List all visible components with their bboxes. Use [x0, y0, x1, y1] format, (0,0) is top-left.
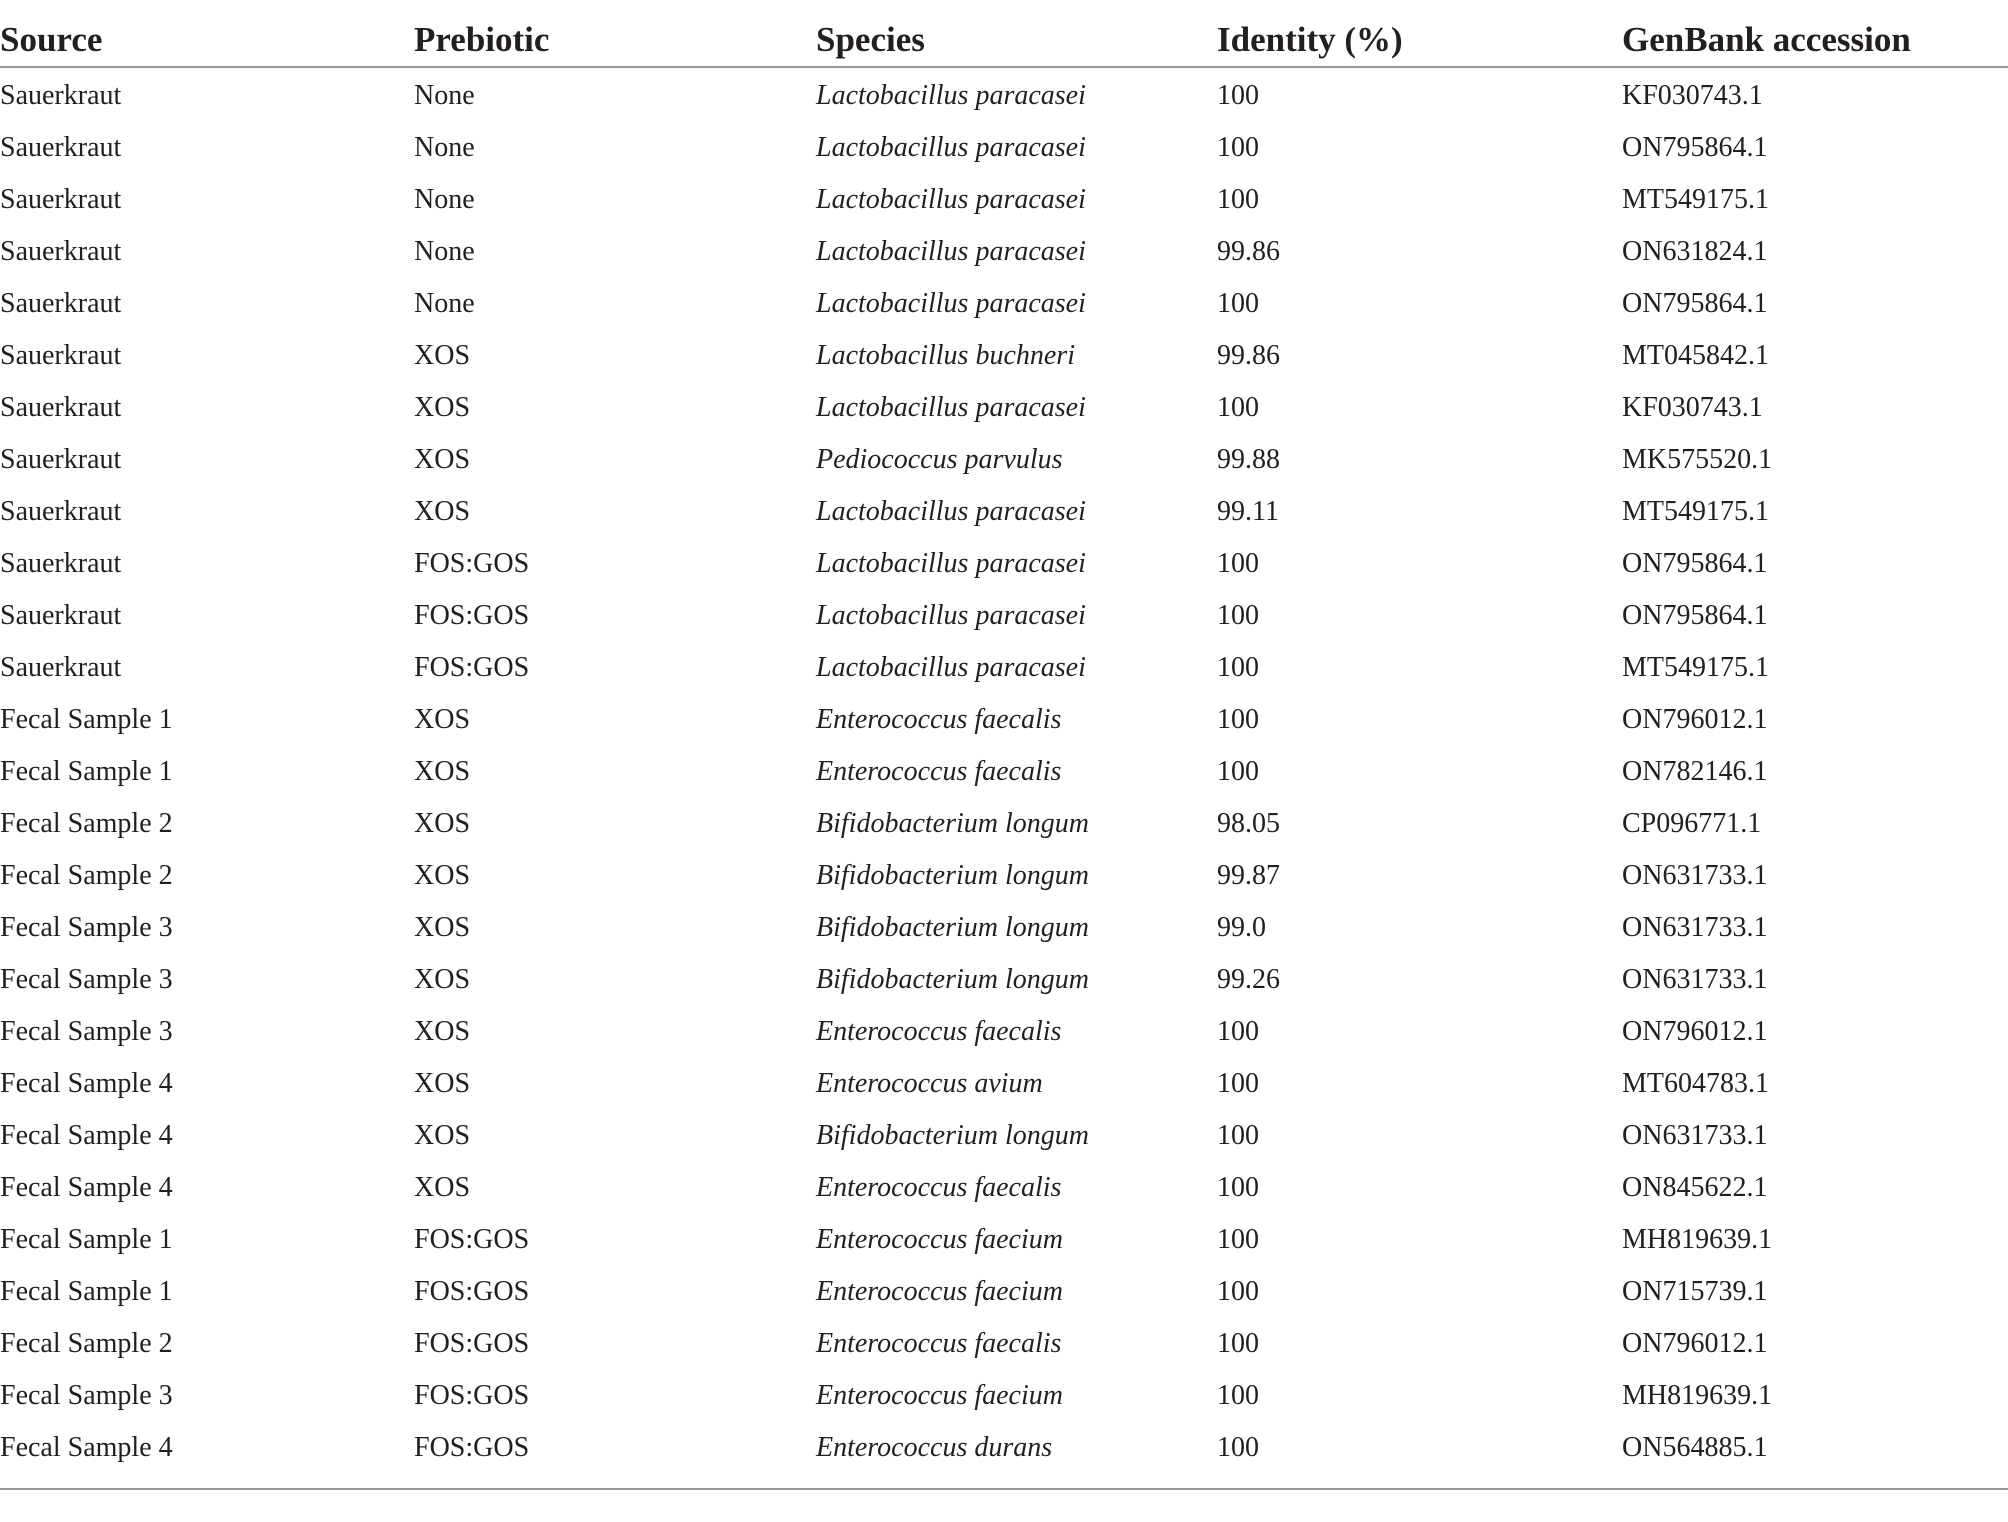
cell-identity: 100 [1217, 1172, 1259, 1203]
table-body [0, 67, 2008, 1474]
cell-genbank-accession: KF030743.1 [1622, 80, 1763, 111]
cell-species: Bifidobacterium longum [816, 912, 1089, 943]
cell-genbank-accession: MK575520.1 [1622, 444, 1773, 475]
table-header [0, 14, 2008, 67]
cell-species: Enterococcus faecalis [816, 756, 1062, 787]
cell-source: Fecal Sample 2 [0, 808, 173, 839]
table-row [0, 278, 2008, 330]
cell-identity: 100 [1217, 756, 1259, 787]
table-row [0, 642, 2008, 694]
cell-species: Lactobacillus paracasei [816, 80, 1086, 111]
cell-genbank-accession: ON564885.1 [1622, 1432, 1768, 1463]
table-row [0, 382, 2008, 434]
table-row [0, 1214, 2008, 1266]
cell-source: Fecal Sample 1 [0, 704, 173, 735]
cell-identity: 98.05 [1217, 808, 1280, 839]
cell-source: Sauerkraut [0, 288, 122, 319]
cell-prebiotic: XOS [414, 1068, 471, 1099]
cell-source: Fecal Sample 3 [0, 912, 173, 943]
cell-prebiotic: XOS [414, 756, 471, 787]
cell-prebiotic: FOS:GOS [414, 1432, 530, 1463]
cell-genbank-accession: CP096771.1 [1622, 808, 1762, 839]
cell-identity: 100 [1217, 184, 1259, 215]
table-row [0, 1058, 2008, 1110]
isolates-table [0, 14, 2008, 1474]
cell-genbank-accession: ON631824.1 [1622, 236, 1768, 267]
cell-prebiotic: FOS:GOS [414, 600, 530, 631]
cell-source: Sauerkraut [0, 392, 122, 423]
cell-source: Sauerkraut [0, 184, 122, 215]
cell-prebiotic: FOS:GOS [414, 548, 530, 579]
cell-species: Bifidobacterium longum [816, 808, 1089, 839]
cell-species: Lactobacillus paracasei [816, 392, 1086, 423]
cell-source: Fecal Sample 4 [0, 1068, 173, 1099]
cell-identity: 99.26 [1217, 964, 1280, 995]
cell-prebiotic: XOS [414, 704, 471, 735]
table-row [0, 902, 2008, 954]
table-row [0, 330, 2008, 382]
cell-prebiotic: None [414, 288, 475, 319]
cell-prebiotic: None [414, 132, 475, 163]
cell-identity: 100 [1217, 548, 1259, 579]
table-row [0, 1370, 2008, 1422]
table-row [0, 798, 2008, 850]
cell-species: Pediococcus parvulus [816, 444, 1063, 475]
cell-source: Fecal Sample 4 [0, 1172, 173, 1203]
cell-genbank-accession: MT549175.1 [1622, 496, 1769, 527]
cell-source: Fecal Sample 1 [0, 756, 173, 787]
cell-identity: 99.88 [1217, 444, 1280, 475]
cell-genbank-accession: ON795864.1 [1622, 288, 1768, 319]
cell-source: Sauerkraut [0, 652, 122, 683]
cell-genbank-accession: ON796012.1 [1622, 704, 1768, 735]
cell-source: Sauerkraut [0, 132, 122, 163]
header-prebiotic: Prebiotic [414, 14, 816, 67]
cell-species: Enterococcus durans [816, 1432, 1053, 1463]
cell-genbank-accession: ON796012.1 [1622, 1328, 1768, 1359]
cell-species: Lactobacillus paracasei [816, 496, 1086, 527]
cell-genbank-accession: ON631733.1 [1622, 912, 1768, 943]
cell-genbank-accession: ON631733.1 [1622, 1120, 1768, 1151]
header-species: Species [816, 14, 1217, 67]
cell-prebiotic: XOS [414, 392, 471, 423]
cell-genbank-accession: ON796012.1 [1622, 1016, 1768, 1047]
cell-prebiotic: XOS [414, 1016, 471, 1047]
cell-species: Enterococcus faecalis [816, 704, 1062, 735]
cell-identity: 99.86 [1217, 236, 1280, 267]
cell-genbank-accession: ON845622.1 [1622, 1172, 1768, 1203]
cell-prebiotic: XOS [414, 964, 471, 995]
cell-species: Lactobacillus paracasei [816, 236, 1086, 267]
cell-species: Enterococcus faecium [816, 1380, 1063, 1411]
cell-identity: 100 [1217, 1224, 1259, 1255]
cell-identity: 100 [1217, 704, 1259, 735]
cell-source: Sauerkraut [0, 236, 122, 267]
cell-genbank-accession: ON795864.1 [1622, 548, 1768, 579]
table-row [0, 746, 2008, 798]
cell-identity: 99.0 [1217, 912, 1266, 943]
cell-identity: 100 [1217, 1016, 1259, 1047]
table-row [0, 226, 2008, 278]
cell-genbank-accession: ON715739.1 [1622, 1276, 1768, 1307]
table-row [0, 694, 2008, 746]
cell-species: Lactobacillus paracasei [816, 288, 1086, 319]
cell-prebiotic: None [414, 236, 475, 267]
cell-species: Bifidobacterium longum [816, 964, 1089, 995]
cell-identity: 100 [1217, 652, 1259, 683]
header-source: Source [0, 14, 414, 67]
cell-genbank-accession: KF030743.1 [1622, 392, 1763, 423]
cell-source: Sauerkraut [0, 80, 122, 111]
table-row [0, 538, 2008, 590]
cell-identity: 100 [1217, 1328, 1259, 1359]
cell-prebiotic: FOS:GOS [414, 1224, 530, 1255]
cell-prebiotic: XOS [414, 1120, 471, 1151]
cell-prebiotic: FOS:GOS [414, 1380, 530, 1411]
cell-species: Enterococcus faecalis [816, 1328, 1062, 1359]
table-row [0, 1318, 2008, 1370]
cell-source: Fecal Sample 2 [0, 1328, 173, 1359]
cell-genbank-accession: MT604783.1 [1622, 1068, 1769, 1099]
cell-source: Sauerkraut [0, 340, 122, 371]
cell-identity: 100 [1217, 1120, 1259, 1151]
cell-source: Fecal Sample 3 [0, 1380, 173, 1411]
cell-source: Sauerkraut [0, 600, 122, 631]
cell-identity: 100 [1217, 288, 1259, 319]
table-row [0, 1162, 2008, 1214]
cell-source: Fecal Sample 4 [0, 1120, 173, 1151]
header-row [0, 14, 2008, 67]
cell-source: Fecal Sample 1 [0, 1224, 173, 1255]
cell-source: Sauerkraut [0, 444, 122, 475]
header-identity: Identity (%) [1217, 14, 1622, 67]
cell-prebiotic: None [414, 80, 475, 111]
cell-identity: 100 [1217, 1432, 1259, 1463]
cell-identity: 100 [1217, 392, 1259, 423]
cell-genbank-accession: MT549175.1 [1622, 652, 1769, 683]
table-row [0, 590, 2008, 642]
table-row [0, 486, 2008, 538]
cell-prebiotic: FOS:GOS [414, 1276, 530, 1307]
cell-identity: 99.87 [1217, 860, 1280, 891]
cell-identity: 100 [1217, 132, 1259, 163]
cell-species: Enterococcus faecium [816, 1276, 1063, 1307]
cell-genbank-accession: MH819639.1 [1622, 1380, 1773, 1411]
cell-source: Fecal Sample 3 [0, 964, 173, 995]
table-row [0, 1422, 2008, 1474]
cell-species: Lactobacillus paracasei [816, 548, 1086, 579]
cell-source: Fecal Sample 1 [0, 1276, 173, 1307]
cell-source: Fecal Sample 4 [0, 1432, 173, 1463]
cell-identity: 100 [1217, 1380, 1259, 1411]
cell-prebiotic: FOS:GOS [414, 652, 530, 683]
cell-identity: 100 [1217, 1276, 1259, 1307]
cell-source: Sauerkraut [0, 548, 122, 579]
cell-prebiotic: XOS [414, 860, 471, 891]
table-row [0, 1266, 2008, 1318]
cell-genbank-accession: MH819639.1 [1622, 1224, 1773, 1255]
cell-genbank-accession: ON795864.1 [1622, 132, 1768, 163]
cell-identity: 100 [1217, 1068, 1259, 1099]
cell-species: Lactobacillus buchneri [816, 340, 1075, 371]
cell-species: Enterococcus faecalis [816, 1016, 1062, 1047]
cell-source: Fecal Sample 2 [0, 860, 173, 891]
cell-genbank-accession: MT549175.1 [1622, 184, 1769, 215]
table-bottom-rule [0, 1488, 2008, 1490]
table-row [0, 67, 2008, 122]
cell-source: Fecal Sample 3 [0, 1016, 173, 1047]
table-row [0, 122, 2008, 174]
cell-genbank-accession: ON631733.1 [1622, 964, 1768, 995]
cell-genbank-accession: ON631733.1 [1622, 860, 1768, 891]
cell-source: Sauerkraut [0, 496, 122, 527]
cell-species: Lactobacillus paracasei [816, 132, 1086, 163]
cell-prebiotic: FOS:GOS [414, 1328, 530, 1359]
cell-identity: 100 [1217, 80, 1259, 111]
cell-species: Bifidobacterium longum [816, 1120, 1089, 1151]
cell-prebiotic: None [414, 184, 475, 215]
cell-species: Enterococcus faecium [816, 1224, 1063, 1255]
cell-prebiotic: XOS [414, 496, 471, 527]
cell-genbank-accession: MT045842.1 [1622, 340, 1769, 371]
cell-species: Lactobacillus paracasei [816, 600, 1086, 631]
table-row [0, 174, 2008, 226]
header-genbank-accession: GenBank accession [1622, 14, 2008, 67]
table-row [0, 850, 2008, 902]
cell-genbank-accession: ON782146.1 [1622, 756, 1768, 787]
table-row [0, 954, 2008, 1006]
cell-prebiotic: XOS [414, 808, 471, 839]
cell-species: Lactobacillus paracasei [816, 184, 1086, 215]
cell-prebiotic: XOS [414, 912, 471, 943]
cell-identity: 100 [1217, 600, 1259, 631]
cell-identity: 99.86 [1217, 340, 1280, 371]
table-row [0, 1006, 2008, 1058]
cell-species: Bifidobacterium longum [816, 860, 1089, 891]
cell-species: Enterococcus faecalis [816, 1172, 1062, 1203]
cell-prebiotic: XOS [414, 1172, 471, 1203]
cell-genbank-accession: ON795864.1 [1622, 600, 1768, 631]
cell-prebiotic: XOS [414, 340, 471, 371]
table-row [0, 434, 2008, 486]
cell-species: Lactobacillus paracasei [816, 652, 1086, 683]
table-row [0, 1110, 2008, 1162]
cell-identity: 99.11 [1217, 496, 1279, 527]
cell-prebiotic: XOS [414, 444, 471, 475]
cell-species: Enterococcus avium [816, 1068, 1043, 1099]
